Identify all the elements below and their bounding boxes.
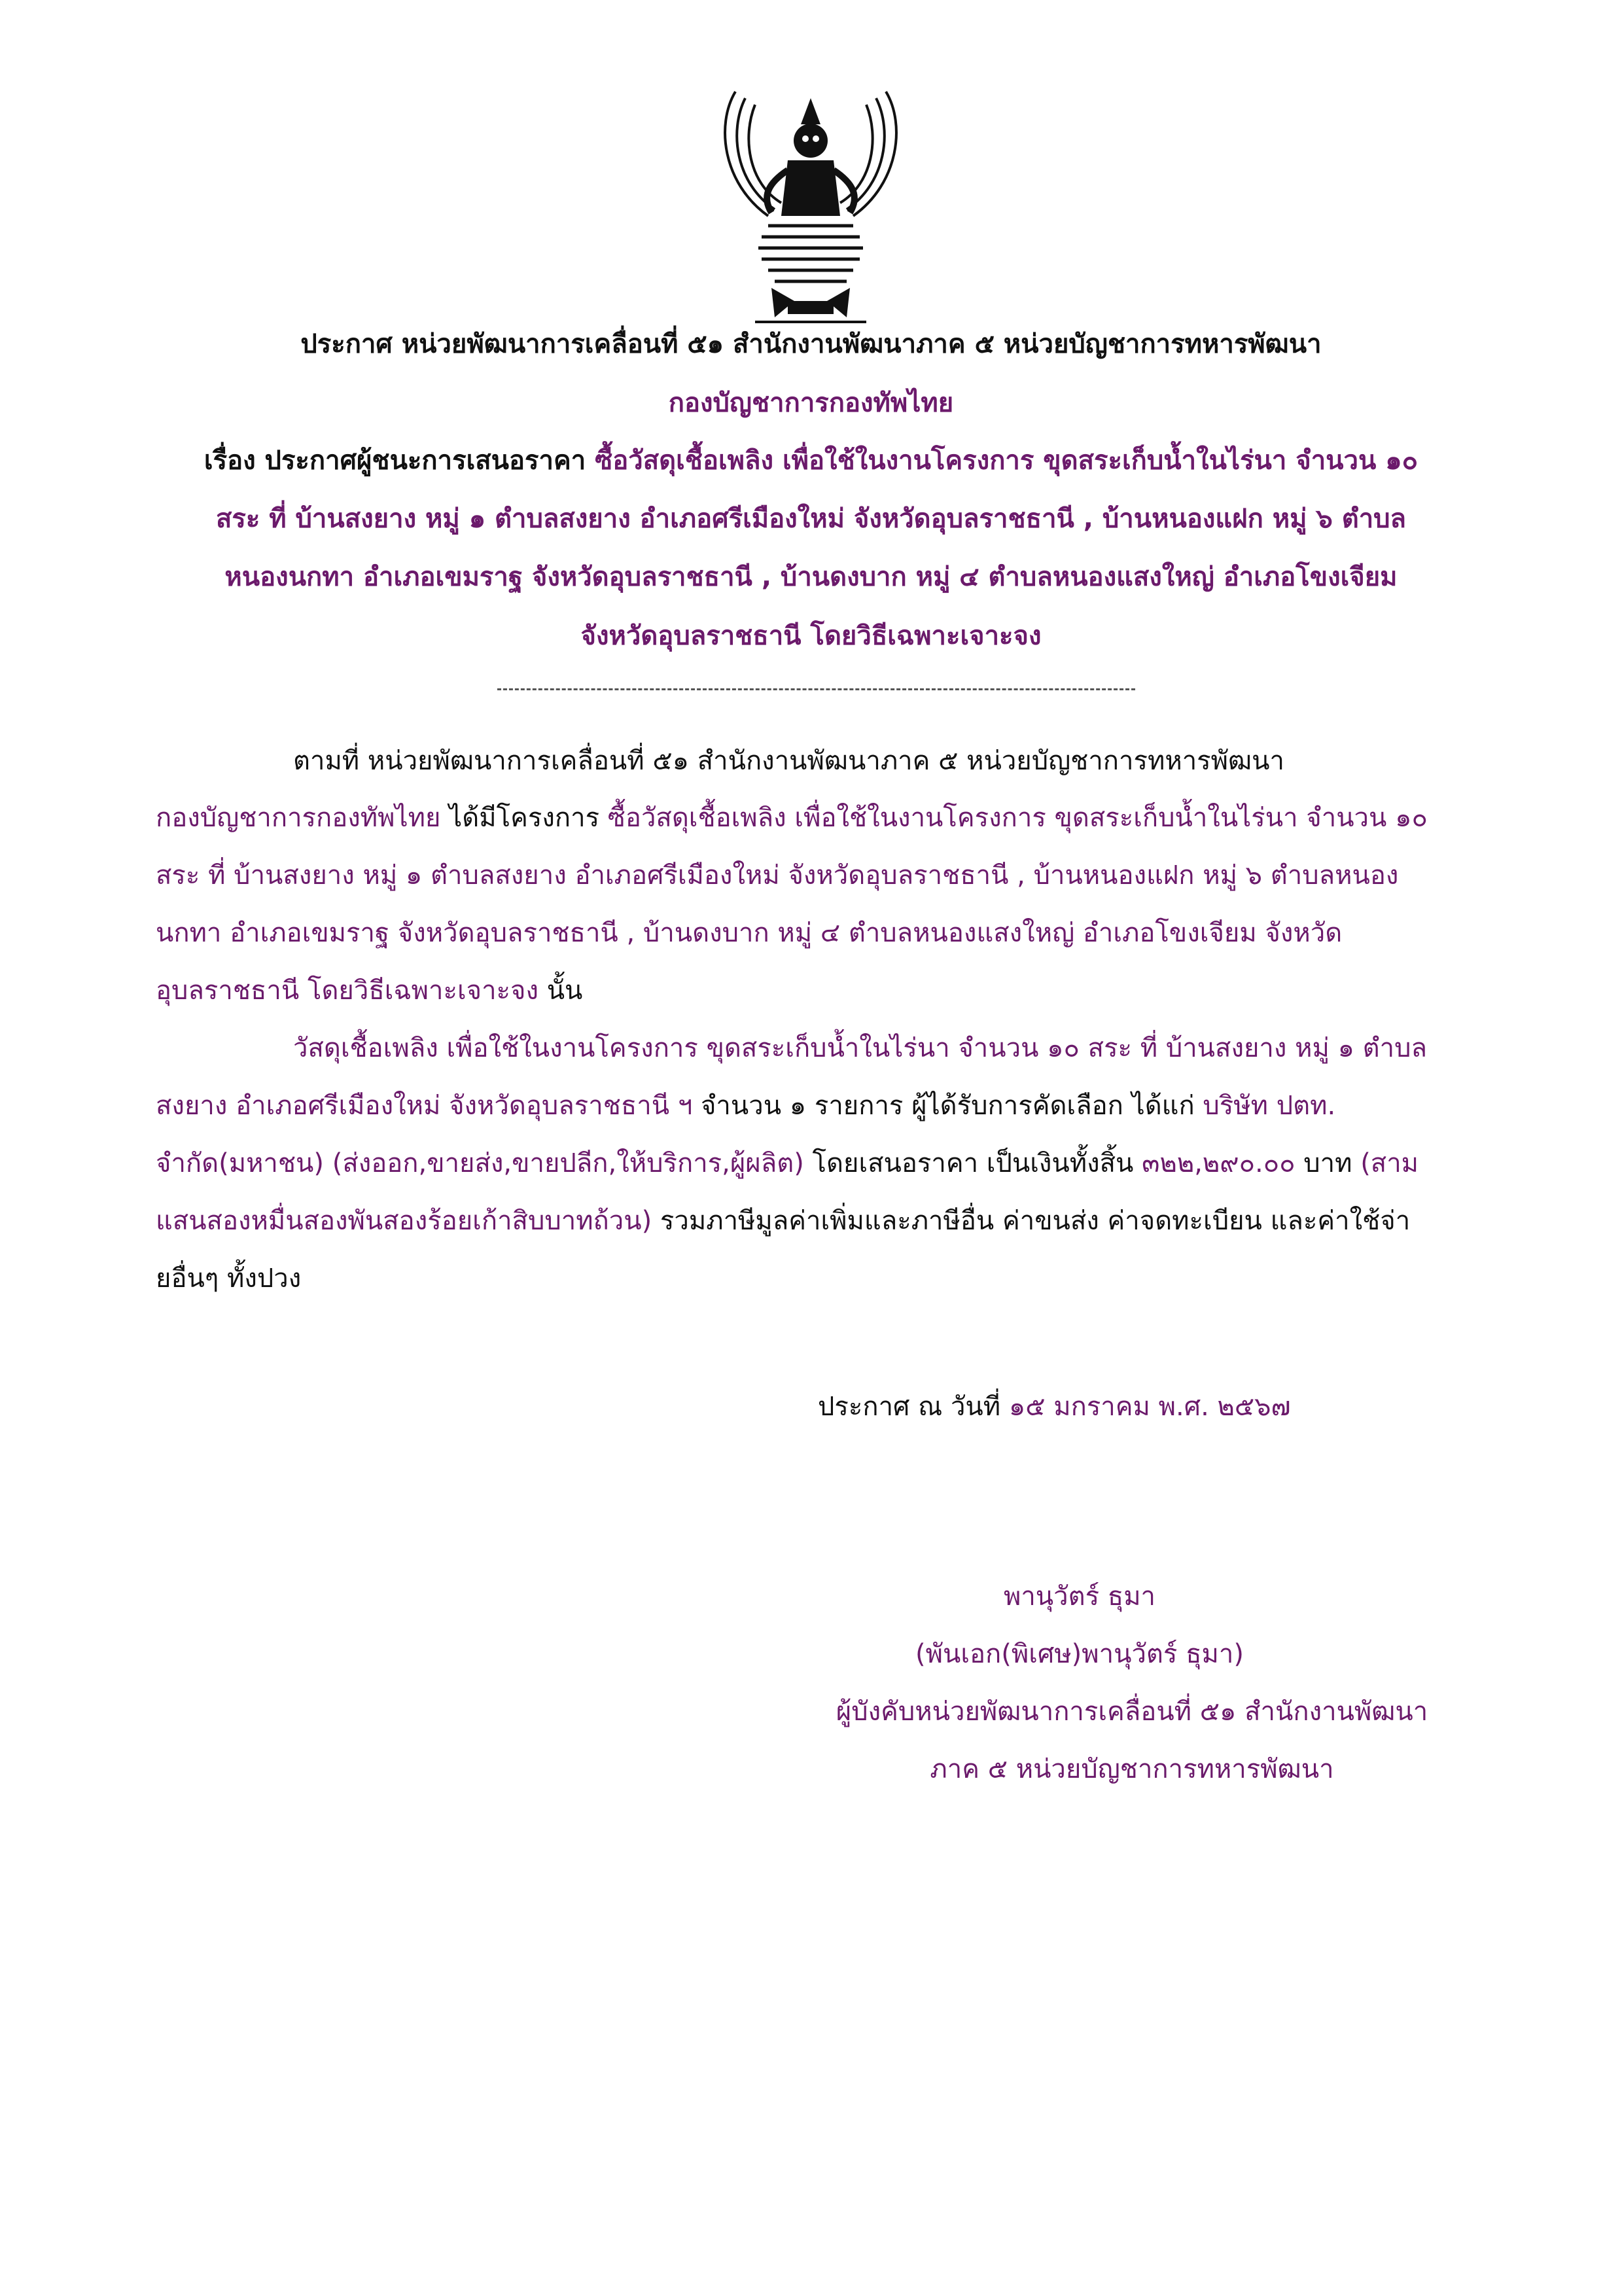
- signature-title-line-2: ภาค ๕ หน่วยบัญชาการทหารพัฒนา: [930, 1754, 1334, 1784]
- paragraph-1-line-2: [156, 800, 1428, 836]
- price-words-start: (สาม: [1360, 1148, 1419, 1178]
- organization-name-inline: กองบัญชาการกองทัพไทย: [156, 803, 441, 833]
- subject-text: ซื้อวัสดุเชื้อเพลิง เพื่อใช้ในงานโครงการ ขุดสระเก็บน้ำในไร่นา จำนวน ๑๐: [595, 446, 1419, 476]
- organization-name: กองบัญชาการกองทัพไทย: [668, 388, 954, 418]
- header-divider: [497, 688, 1135, 690]
- paragraph-1-line-5: [156, 972, 582, 1009]
- subject-prefix: เรื่อง ประกาศผู้ชนะการเสนอราคา: [203, 446, 595, 476]
- tax-note: รวมภาษีมูลค่าเพิ่มและภาษีอื่น ค่าขนส่ง ค่าจดทะเบียน และค่าใช้จ่า: [652, 1206, 1411, 1236]
- subject-line-2: สระ ที่ บ้านสงยาง หมู่ ๑ ตำบลสงยาง อำเภอศรีเมืองใหม่ จังหวัดอุบลราชธานี , บ้านหนองแฝก หมู่ ๖ ตำบล: [215, 504, 1407, 534]
- date-label: ประกาศ ณ วันที่: [818, 1392, 1009, 1422]
- subject-line-3: หนองนกทา อำเภอเขมราฐ จังหวัดอุบลราชธานี , บ้านดงบาก หมู่ ๔ ตำบลหนองแสงใหญ่ อำเภอโขงเจียม: [224, 562, 1398, 592]
- location-text: สงยาง อำเภอศรีเมืองใหม่ จังหวัดอุบลราชธานี ฯ: [156, 1091, 693, 1121]
- price-amount: ๓๒๒,๒๙๐.๐๐: [1142, 1148, 1296, 1178]
- paragraph-2-line-4: [156, 1203, 1410, 1239]
- signature-name: พานุวัตร์ ธุมา: [1003, 1581, 1156, 1612]
- paragraph-1-line-4: นกทา อำเภอเขมราฐ จังหวัดอุบลราชธานี , บ้านดงบาก หมู่ ๔ ตำบลหนองแสงใหญ่ อำเภอโขงเจียม จังหวัด: [156, 918, 1343, 948]
- winner-company-type: จำกัด(มหาชน) (ส่งออก,ขายส่ง,ขายปลีก,ให้บริการ,ผู้ผลิต): [156, 1148, 804, 1178]
- procurement-method: อุบลราชธานี โดยวิธีเฉพาะเจาะจง: [156, 976, 538, 1006]
- subject-line-1: [0, 442, 1622, 479]
- paragraph-1-line-1: ตามที่ หน่วยพัฒนาการเคลื่อนที่ ๕๑ สำนักงานพัฒนาภาค ๕ หน่วยบัญชาการทหารพัฒนา: [293, 746, 1284, 776]
- winner-company: บริษัท ปตท.: [1203, 1091, 1336, 1121]
- project-intro: ได้มีโครงการ: [440, 803, 608, 833]
- currency-text: บาท: [1295, 1148, 1361, 1178]
- signature-title-line-1: ผู้บังคับหน่วยพัฒนาการเคลื่อนที่ ๕๑ สำนักงานพัฒนา: [836, 1697, 1428, 1727]
- date-value: ๑๕ มกราคม พ.ศ. ๒๕๖๗: [1008, 1392, 1291, 1422]
- paragraph-1-end: นั้น: [538, 976, 583, 1006]
- price-words: แสนสองหมื่นสองพันสองร้อยเก้าสิบบาทถ้วน): [156, 1206, 652, 1236]
- selection-text: จำนวน ๑ รายการ ผู้ได้รับการคัดเลือก ได้แก่: [692, 1091, 1203, 1121]
- garuda-emblem-icon: [709, 85, 912, 327]
- paragraph-1-line-3: สระ ที่ บ้านสงยาง หมู่ ๑ ตำบลสงยาง อำเภอศรีเมืองใหม่ จังหวัดอุบลราชธานี , บ้านหนองแฝก หมู่ ๖ ตำบลหนอง: [156, 860, 1399, 891]
- paragraph-2-line-1: วัสดุเชื้อเพลิง เพื่อใช้ในงานโครงการ ขุดสระเก็บน้ำในไร่นา จำนวน ๑๐ สระ ที่ บ้านสงยาง หมู่ ๑ ตำบล: [293, 1033, 1428, 1063]
- price-intro: โดยเสนอราคา เป็นเงินทั้งสิ้น: [803, 1148, 1142, 1178]
- paragraph-2-line-2: [156, 1087, 1335, 1124]
- subject-line-4: จังหวัดอุบลราชธานี โดยวิธีเฉพาะเจาะจง: [580, 621, 1042, 651]
- paragraph-2-line-3: [156, 1145, 1419, 1182]
- project-name: ซื้อวัสดุเชื้อเพลิง เพื่อใช้ในงานโครงการ ขุดสระเก็บน้ำในไร่นา จำนวน ๑๐: [607, 803, 1428, 833]
- announcement-title: ประกาศ หน่วยพัฒนาการเคลื่อนที่ ๕๑ สำนักงานพัฒนาภาค ๕ หน่วยบัญชาการทหารพัฒนา: [300, 329, 1322, 359]
- announcement-date: [818, 1388, 1291, 1425]
- signature-full-name: (พันเอก(พิเศษ)พานุวัตร์ ธุมา): [915, 1639, 1244, 1669]
- paragraph-2-line-5: ยอื่นๆ ทั้งปวง: [156, 1263, 302, 1294]
